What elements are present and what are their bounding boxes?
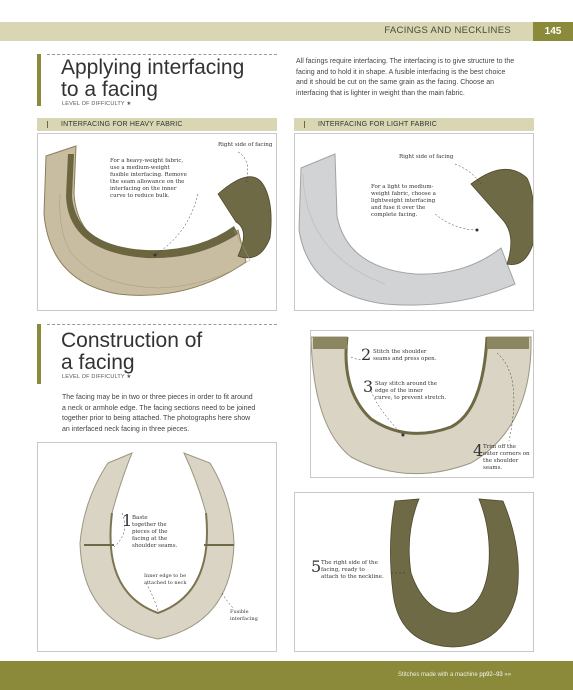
section-title-line1: Applying interfacing [61,56,245,79]
step-number: 5 [311,557,322,576]
intro-line: an interfaced neck facing in three pieces. [62,425,190,433]
callout-line: use a medium-weight [110,165,170,171]
subheading-band-heavy [37,118,277,131]
subheading-band-light [294,118,534,131]
callout-inner-edge [144,573,224,587]
photo-light-fabric-facing [294,133,534,311]
callout-step1 [132,515,212,550]
callout-line: lightweight interfacing [371,198,436,204]
intro-paragraph [296,57,536,99]
difficulty-level: LEVEL OF DIFFICULTY ★ [62,374,132,380]
footer-pages: pp92–93 [479,672,503,678]
callout-fusible-interfacing [230,609,276,623]
footer-cross-reference[interactable] [398,672,511,678]
callout-line: interfacing [230,616,258,622]
photo-step5-finished-facing [294,492,534,652]
callout-step4 [483,444,534,472]
callout-line: curve, to prevent stretch. [375,395,447,401]
intro-line: The facing may be in two or three pieces in order to fit around [62,394,253,401]
callout-line: shoulder seams. [132,543,178,549]
callout-line: Stitch the shoulder [373,349,427,355]
callout-line: interfacing on the inner [110,186,177,192]
accent-bar [37,54,41,106]
footer-arrow-icon: »» [504,672,512,678]
intro-line: All facings require interfacing. The interfacing is to give structure to the [296,58,515,65]
intro-line: interfacing that is lighter in weight than the main fabric. [296,89,465,97]
callout-line: pieces of the [132,529,168,535]
callout-heavy-fabric [110,158,220,200]
callout-line: edge of the inner [375,388,423,394]
section-divider [47,324,277,325]
callout-line: outer corners on [483,451,530,457]
footer-text: Stitches made with a machine [398,672,478,678]
callout-line: seams and press open. [373,356,437,362]
photo-heavy-fabric-facing [37,133,277,311]
callout-line: Stay stitch around the [375,381,438,387]
label-right-side-heavy: Right side of facing [218,142,273,148]
construction-intro [62,393,277,435]
callout-line: Baste [132,515,148,521]
callout-line: and fuse it over the [371,205,426,211]
callout-light-fabric [371,184,481,219]
callout-line: attached to neck [144,580,187,586]
callout-line: The right side of the [321,560,378,566]
step-number: 2 [361,345,372,364]
label-right-side-light: Right side of facing [399,154,454,160]
callout-line: together the [132,522,167,528]
callout-step5 [321,560,401,581]
callout-line: curve to reduce bulk. [110,193,170,199]
callout-step3 [375,381,485,402]
intro-line: and it should be cut on the same grain as the facing. Choose an [296,79,495,86]
subheading-heavy-fabric: INTERFACING FOR HEAVY FABRIC [61,121,183,128]
accent-bar [37,324,41,384]
section-divider [47,54,277,55]
callout-line: For a heavy-weight fabric, [110,158,184,164]
subheading-marker [43,121,48,128]
step-number: 4 [473,441,484,460]
callout-line: facing at the [132,536,168,542]
callout-line: Inner edge to be [144,573,187,579]
subheading-light-fabric: INTERFACING FOR LIGHT FABRIC [318,121,438,128]
subheading-marker [300,121,305,128]
difficulty-level: LEVEL OF DIFFICULTY ★ [62,101,132,107]
page-number: 145 [533,22,573,41]
intro-line: a neck or armhole edge. The facing sections need to be joined [62,404,256,412]
section-title-line2: a facing [61,351,135,374]
callout-line: complete facing. [371,212,418,218]
step-number: 1 [122,511,133,530]
callout-step2 [373,349,483,363]
callout-line: weight fabric, choose a [371,191,436,197]
intro-line: together prior to being attached. The photographs here show [62,415,251,422]
callout-line: Fusible [230,609,249,615]
callout-line: the shoulder seams. [483,458,519,471]
photo-step1-basted-pieces [37,442,277,652]
callout-line: attach to the neckline. [321,574,384,580]
callout-line: For a light to medium- [371,184,434,190]
intro-line: facing and to hold it in shape. A fusible interfacing is the best choice [296,68,506,76]
callout-line: facing, ready to [321,567,365,573]
photo-steps-2-4 [310,330,534,478]
section-title-line1: Construction of [61,329,203,352]
section-title-line2: to a facing [61,78,158,101]
step-number: 3 [363,377,374,396]
callout-line: the seam allowance on the [110,179,185,185]
callout-line: Trim off the [483,444,516,450]
running-header: FACINGS AND NECKLINES [384,25,511,36]
callout-line: fusible interfacing. Remove [110,172,187,178]
